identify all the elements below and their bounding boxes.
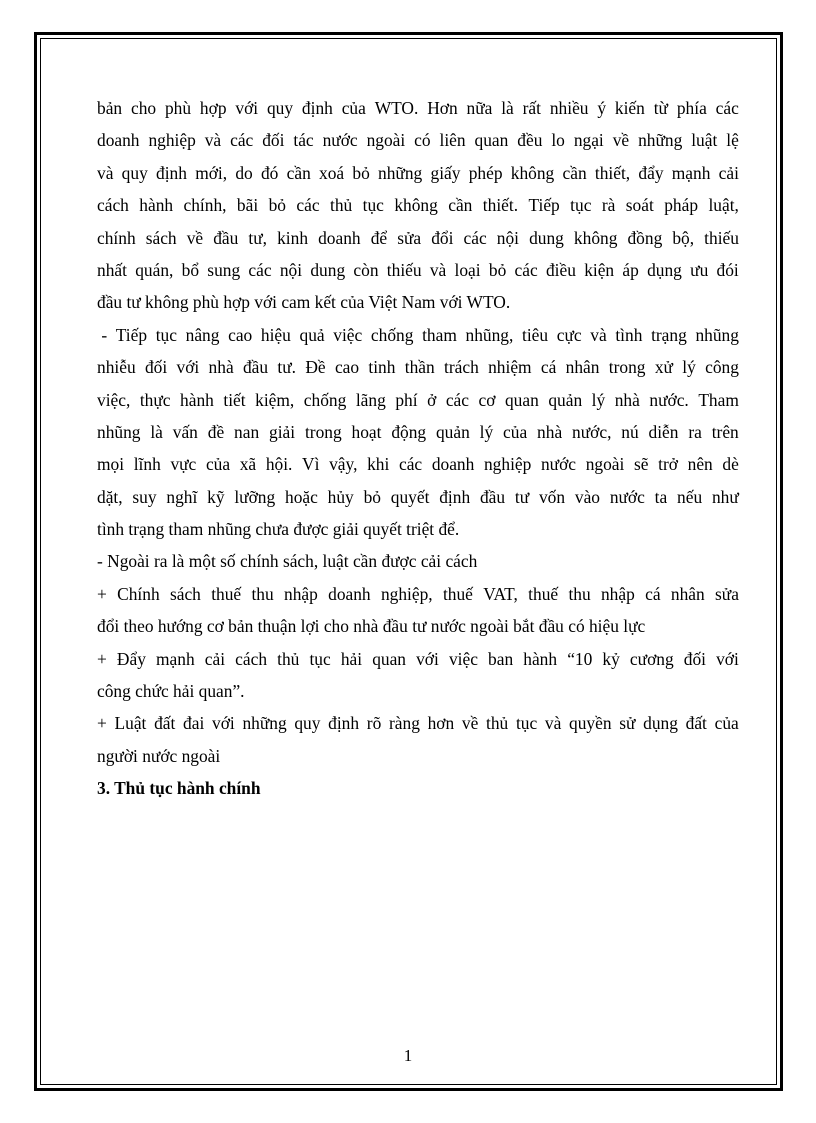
text-line: nhất quán, bổ sung các nội dung còn thiếu và loại bỏ các điều kiện áp dụng ưu đói — [97, 259, 739, 280]
text-line: + Luật đất đai với những quy định rõ ràng hơn về thủ tục và quyền sử dụng đất của — [97, 713, 739, 734]
text-line: công chức hải quan”. — [97, 681, 245, 702]
text-line: người nước ngoài — [97, 745, 221, 766]
text-line: đầu tư không phù hợp với cam kết của Việt Nam với WTO. — [97, 292, 511, 313]
text-line: chính sách về đầu tư, kinh doanh để sửa đổi các nội dung không đồng bộ, thiếu — [97, 227, 739, 248]
text-line: dặt, suy nghĩ kỹ lưỡng hoặc hủy bỏ quyết định đầu tư vốn vào nước ta nếu như — [97, 486, 739, 507]
text-line: + Đẩy mạnh cải cách thủ tục hải quan với việc ban hành “10 kỷ cương đối với — [97, 648, 739, 669]
text-line: + Chính sách thuế thu nhập doanh nghiệp, thuế VAT, thuế thu nhập cá nhân sửa — [97, 583, 739, 604]
document-body — [97, 92, 739, 805]
page-number: 1 — [403, 1046, 413, 1065]
text-line: việc, thực hành tiết kiệm, chống lãng phí ở các cơ quan quản lý nhà nước. Tham — [97, 389, 739, 410]
text-line: mọi lĩnh vực của xã hội. Vì vậy, khi các doanh nghiệp nước ngoài sẽ trở nên dè — [97, 454, 739, 475]
text-line: tình trạng tham nhũng chưa được giải quyết triệt để. — [97, 519, 460, 540]
text-line: nhiễu đối với nhà đầu tư. Đề cao tinh thần trách nhiệm cá nhân trong xử lý công — [97, 357, 739, 378]
section-heading: 3. Thủ tục hành chính — [97, 778, 261, 799]
text-line: đổi theo hướng cơ bản thuận lợi cho nhà đầu tư nước ngoài bắt đầu có hiệu lực — [97, 616, 646, 637]
text-line: bản cho phù hợp với quy định của WTO. Hơn nữa là rất nhiều ý kiến từ phía các — [97, 98, 739, 118]
text-line: cách hành chính, bãi bỏ các thủ tục không cần thiết. Tiếp tục rà soát pháp luật, — [97, 195, 739, 216]
text-line: doanh nghiệp và các đối tác nước ngoài có liên quan đều lo ngại về những luật lệ — [97, 130, 739, 151]
text-line: và quy định mới, do đó cần xoá bỏ những giấy phép không cần thiết, đẩy mạnh cải — [97, 162, 739, 183]
text-line: - Ngoài ra là một số chính sách, luật cần được cải cách — [97, 551, 478, 572]
text-line: nhũng là vấn đề nan giải trong hoạt động quản lý của nhà nước, nú diễn ra trên — [97, 421, 739, 442]
text-line: - Tiếp tục nâng cao hiệu quả việc chống tham nhũng, tiêu cực và tình trạng nhũng — [97, 324, 739, 345]
